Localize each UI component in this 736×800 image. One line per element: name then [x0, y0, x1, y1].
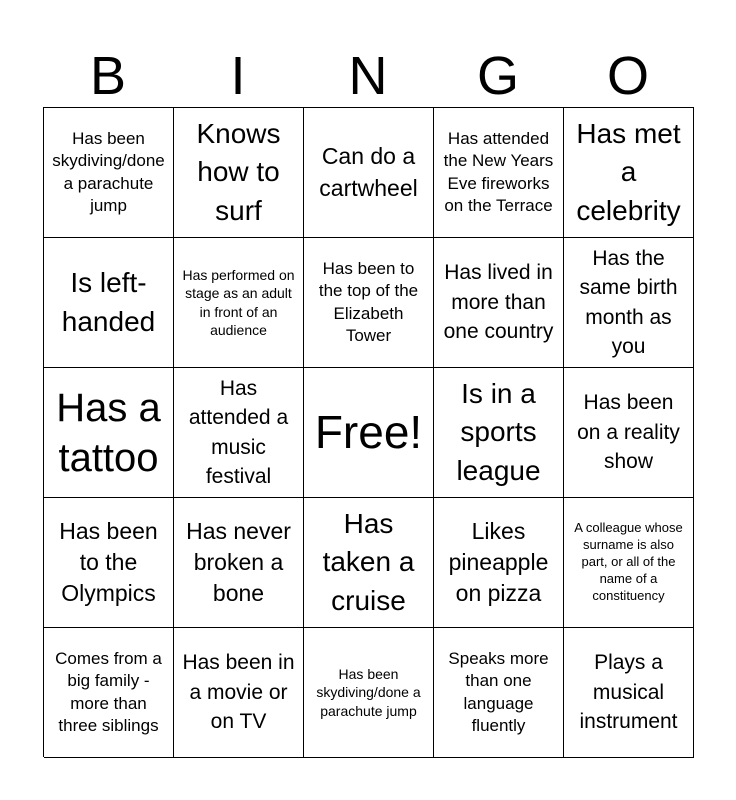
- bingo-cell[interactable]: [44, 498, 174, 628]
- header-letter-n: N: [348, 46, 388, 106]
- header-letter-o: O: [606, 46, 649, 106]
- bingo-cell[interactable]: [44, 368, 174, 498]
- bingo-cell[interactable]: [304, 628, 434, 758]
- bingo-cell[interactable]: [44, 628, 174, 758]
- cell-text: A colleague whose surname is also part, or all of the name of a constituency: [574, 520, 683, 603]
- cell-text: Has been skydiving/done a parachute jump: [316, 666, 421, 719]
- header-letter-i: I: [230, 46, 246, 106]
- cell-text: Can do a cartwheel: [319, 143, 418, 201]
- cell-text: Is in a sports league: [456, 377, 541, 486]
- bingo-cell[interactable]: [564, 238, 694, 368]
- bingo-cell[interactable]: [44, 108, 174, 238]
- cell-text: Has met a celebrity: [576, 117, 681, 226]
- bingo-card-grid: [43, 107, 694, 757]
- cell-text: Has never broken a bone: [186, 517, 291, 607]
- cell-text: Has been in a movie or on TV: [182, 651, 295, 734]
- bingo-cell[interactable]: [434, 108, 564, 238]
- header-letter-g: G: [476, 46, 519, 106]
- free-space-cell[interactable]: [304, 368, 434, 498]
- cell-text: Has been skydiving/done a parachute jump: [52, 129, 165, 215]
- bingo-cell[interactable]: [564, 498, 694, 628]
- bingo-cell[interactable]: [304, 108, 434, 238]
- bingo-cell[interactable]: [434, 628, 564, 758]
- cell-text: Knows how to surf: [196, 117, 281, 226]
- bingo-cell[interactable]: [434, 238, 564, 368]
- cell-text: Likes pineapple on pizza: [448, 517, 549, 607]
- cell-text: Has the same birth month as you: [579, 246, 678, 358]
- bingo-cell[interactable]: [174, 108, 304, 238]
- cell-text: Has a tattoo: [56, 385, 161, 480]
- bingo-cell[interactable]: [434, 368, 564, 498]
- cell-text: Has performed on stage as an adult in front of an audience: [182, 267, 295, 338]
- cell-text: Has been to the top of the Elizabeth Tower: [318, 259, 419, 345]
- cell-text: Is left-handed: [61, 266, 156, 337]
- bingo-cell[interactable]: [174, 368, 304, 498]
- bingo-cell[interactable]: [174, 498, 304, 628]
- free-space-text: Free!: [314, 405, 423, 458]
- header-letter-b: B: [89, 46, 127, 106]
- cell-text: Has attended the New Years Eve fireworks on the Terrace: [443, 129, 554, 215]
- cell-text: Has attended a music festival: [188, 376, 289, 488]
- bingo-cell[interactable]: [304, 498, 434, 628]
- bingo-cell[interactable]: [174, 628, 304, 758]
- bingo-cell[interactable]: [304, 238, 434, 368]
- bingo-cell[interactable]: [174, 238, 304, 368]
- cell-text: Comes from a big family - more than three siblings: [55, 649, 162, 735]
- cell-text: Has been to the Olympics: [59, 517, 158, 607]
- bingo-cell[interactable]: [564, 108, 694, 238]
- cell-text: Plays a musical instrument: [579, 651, 678, 734]
- cell-text: Has taken a cruise: [322, 507, 415, 616]
- cell-text: Has been on a reality show: [577, 391, 680, 474]
- cell-text: Speaks more than one language fluently: [448, 649, 549, 735]
- bingo-cell[interactable]: [564, 368, 694, 498]
- bingo-header: [43, 40, 693, 108]
- bingo-cell[interactable]: [434, 498, 564, 628]
- bingo-cell[interactable]: [564, 628, 694, 758]
- bingo-cell[interactable]: [44, 238, 174, 368]
- cell-text: Has lived in more than one country: [443, 261, 554, 344]
